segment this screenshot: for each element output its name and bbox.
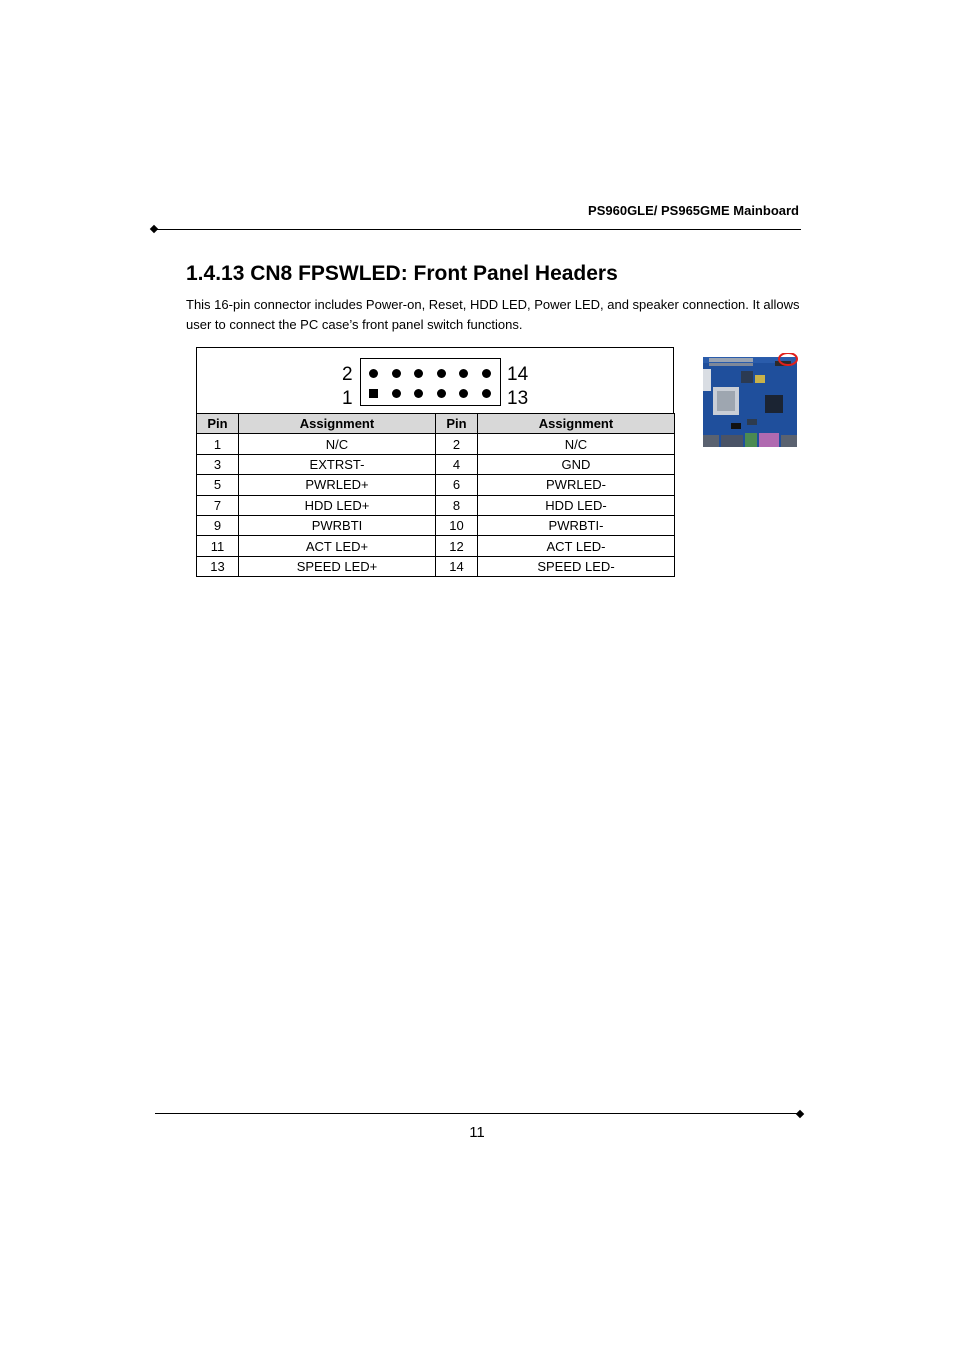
table-cell: PWRBTI- (478, 515, 675, 535)
pin-label-top-right: 14 (507, 364, 529, 385)
section-title: 1.4.13 CN8 FPSWLED: Front Panel Headers (186, 262, 618, 285)
pin-7 (437, 389, 446, 398)
pin-4 (392, 369, 401, 378)
header-rule (155, 229, 801, 230)
table-cell: SPEED LED- (478, 556, 675, 576)
table-cell: ACT LED+ (239, 536, 436, 556)
pin-5 (414, 389, 423, 398)
table-cell: SPEED LED+ (239, 556, 436, 576)
column-header-pin: Pin (436, 414, 478, 434)
page-number: 11 (469, 1124, 485, 1141)
pin-label-bottom-left: 1 (342, 388, 353, 409)
pin-1 (369, 389, 378, 398)
table-row (197, 556, 675, 576)
table-cell: 8 (436, 495, 478, 515)
pin-9 (459, 389, 468, 398)
motherboard-image (703, 353, 799, 449)
table-cell: N/C (239, 434, 436, 454)
table-cell: 4 (436, 454, 478, 474)
column-header-assignment: Assignment (239, 414, 436, 434)
pin-label-bottom-right: 13 (507, 388, 529, 409)
table-cell: PWRLED- (478, 475, 675, 495)
column-header-pin: Pin (197, 414, 239, 434)
table-row (197, 515, 675, 535)
table-row (197, 454, 675, 474)
pin-2 (369, 369, 378, 378)
table-cell: GND (478, 454, 675, 474)
table-cell: 10 (436, 515, 478, 535)
pin-8 (437, 369, 446, 378)
pin-3 (392, 389, 401, 398)
column-header-assignment: Assignment (478, 414, 675, 434)
pin-6 (414, 369, 423, 378)
table-cell: 5 (197, 475, 239, 495)
header-connector-outline (360, 358, 501, 406)
pin-assignment-table (196, 413, 675, 577)
table-cell: 9 (197, 515, 239, 535)
pin-12 (482, 369, 491, 378)
table-row (197, 536, 675, 556)
table-cell: N/C (478, 434, 675, 454)
footer-rule (155, 1113, 801, 1114)
table-cell: ACT LED- (478, 536, 675, 556)
table-cell: HDD LED+ (239, 495, 436, 515)
table-row (197, 495, 675, 515)
table-row (197, 434, 675, 454)
table-cell: 13 (197, 556, 239, 576)
table-cell: EXTRST- (239, 454, 436, 474)
table-cell: 6 (436, 475, 478, 495)
table-row (197, 475, 675, 495)
table-cell: 3 (197, 454, 239, 474)
table-cell: 11 (197, 536, 239, 556)
pin-diagram (196, 347, 674, 413)
table-cell: HDD LED- (478, 495, 675, 515)
table-cell: PWRLED+ (239, 475, 436, 495)
section-intro: This 16-pin connector includes Power-on, Reset, HDD LED, Power LED, and speaker connection. It allows user to connect the PC case’s front panel switch functions. (186, 297, 800, 332)
pin-label-top-left: 2 (342, 364, 353, 385)
table-cell: 1 (197, 434, 239, 454)
table-cell: 14 (436, 556, 478, 576)
table-cell: PWRBTI (239, 515, 436, 535)
table-cell: 7 (197, 495, 239, 515)
pin-10 (459, 369, 468, 378)
table-cell: 12 (436, 536, 478, 556)
footer-diamond (796, 1110, 804, 1118)
table-cell: 2 (436, 434, 478, 454)
pin-11 (482, 389, 491, 398)
table-header-row (197, 414, 675, 434)
header-title: PS960GLE/ PS965GME Mainboard (588, 203, 799, 218)
